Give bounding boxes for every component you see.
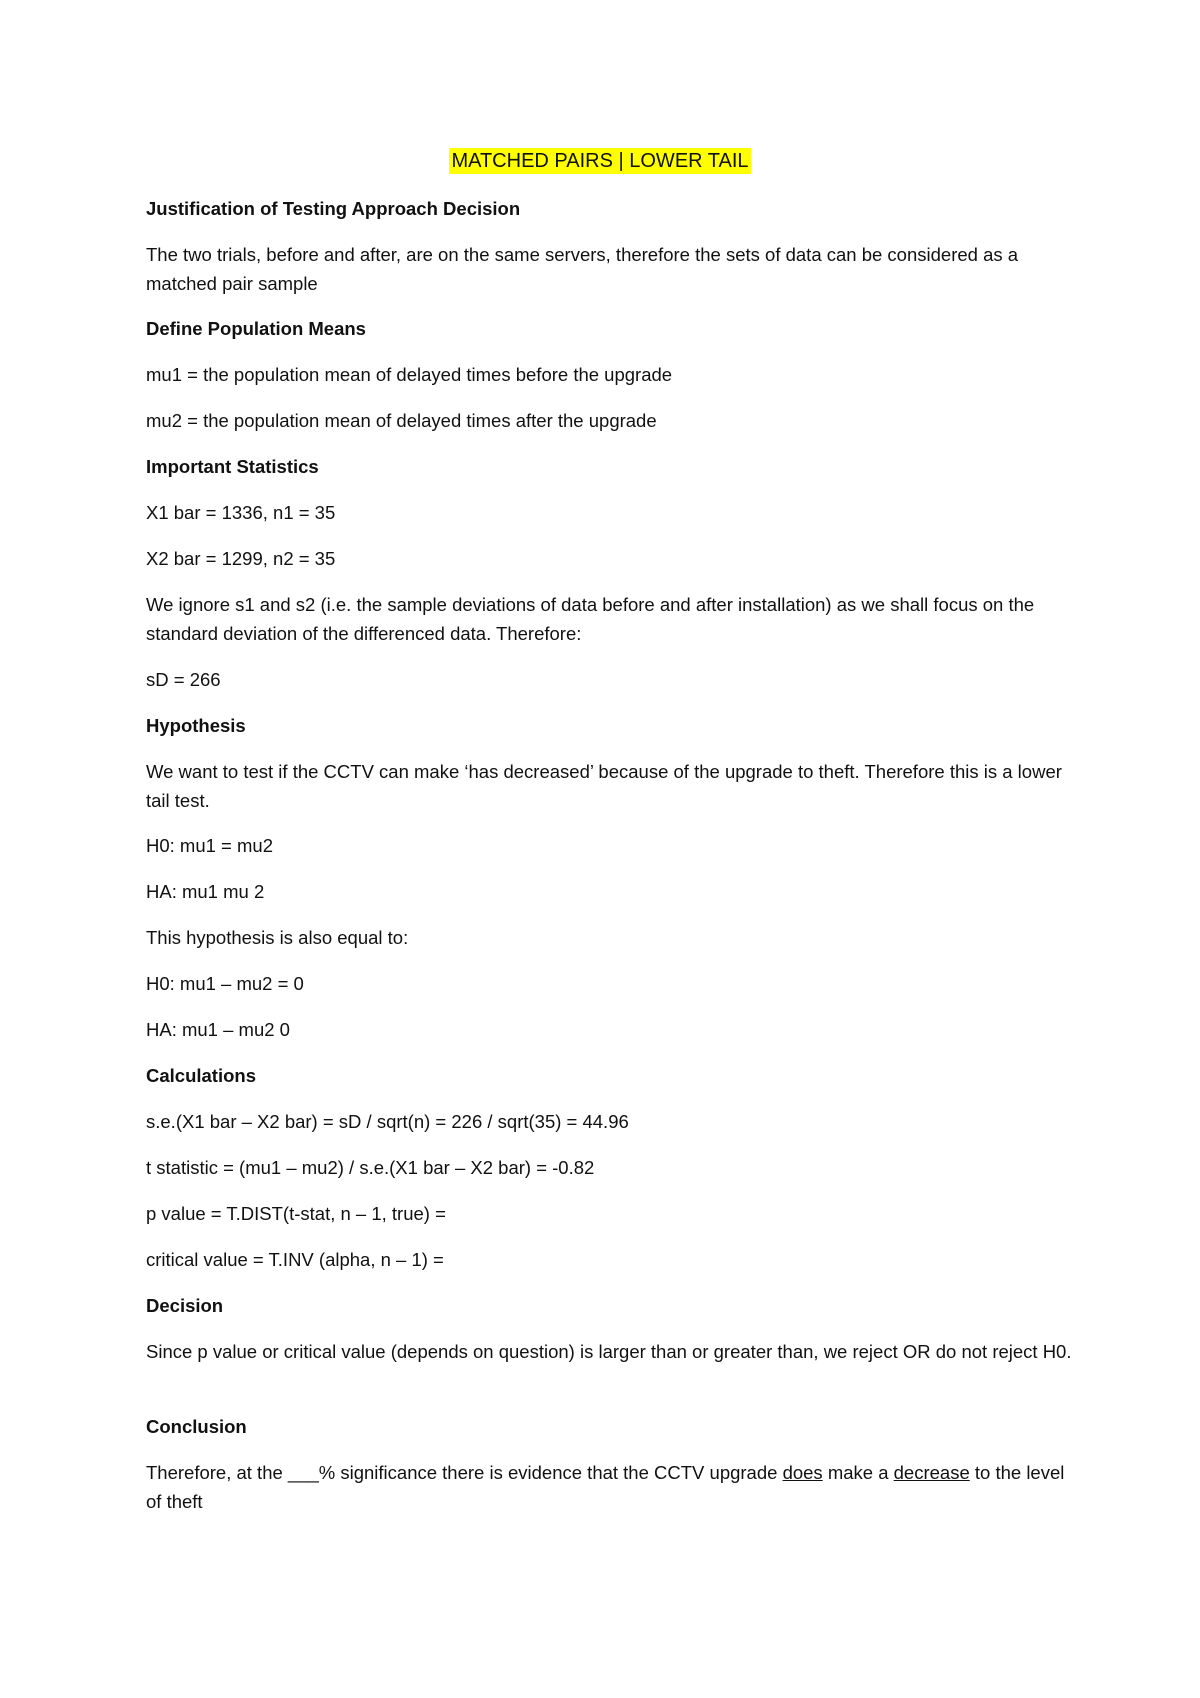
conclusion-text — [146, 1458, 1076, 1516]
statistics-note: We ignore s1 and s2 (i.e. the sample deviations of data before and after installation) as we shall focus on the standard deviation of the differenced data. Therefore: — [146, 594, 1035, 644]
x2-statistic: X2 bar = 1299, n2 = 35 — [146, 548, 336, 569]
conclusion-underlined-does: does — [782, 1462, 823, 1483]
h0-difference-statement: H0: mu1 – mu2 = 0 — [146, 973, 304, 994]
p-value-calculation: p value = T.DIST(t-stat, n – 1, true) = — [146, 1203, 446, 1224]
t-statistic-calculation: t statistic = (mu1 – mu2) / s.e.(X1 bar – X2 bar) = -0.82 — [146, 1157, 595, 1178]
mu2-definition: mu2 = the population mean of delayed times after the upgrade — [146, 410, 657, 431]
conclusion-text-part-2: make a — [822, 1462, 894, 1483]
decision-heading: Decision — [146, 1295, 224, 1316]
h0-statement: H0: mu1 = mu2 — [146, 835, 273, 856]
justification-text: The two trials, before and after, are on the same servers, therefore the sets of data can be considered as a matched pair sample — [146, 244, 1019, 294]
hypothesis-equal-text: This hypothesis is also equal to: — [146, 927, 409, 948]
ha-difference-statement: HA: mu1 – mu2 0 — [146, 1019, 290, 1040]
decision-text: Since p value or critical value (depends on question) is larger than or greater than, we reject OR do not reject H0. — [146, 1341, 1072, 1362]
hypothesis-heading: Hypothesis — [146, 715, 246, 736]
population-means-heading: Define Population Means — [146, 318, 366, 339]
hypothesis-text: We want to test if the CCTV can make ‘has decreased’ because of the upgrade to theft. Therefore this is a lower tail test. — [146, 761, 1062, 811]
statistics-heading: Important Statistics — [146, 456, 319, 477]
x1-statistic: X1 bar = 1336, n1 = 35 — [146, 502, 336, 523]
conclusion-text-part-1: Therefore, at the ___% significance there is evidence that the CCTV upgrade — [146, 1462, 783, 1483]
standard-error-calculation: s.e.(X1 bar – X2 bar) = sD / sqrt(n) = 226 / sqrt(35) = 44.96 — [146, 1111, 629, 1132]
conclusion-heading: Conclusion — [146, 1416, 247, 1437]
conclusion-text-part-3: to the level of theft — [146, 1462, 1065, 1512]
ha-statement: HA: mu1 mu 2 — [146, 881, 265, 902]
mu1-definition: mu1 = the population mean of delayed times before the upgrade — [146, 364, 673, 385]
justification-heading: Justification of Testing Approach Decision — [146, 198, 521, 219]
calculations-heading: Calculations — [146, 1065, 256, 1086]
page-title: MATCHED PAIRS | LOWER TAIL — [451, 150, 749, 172]
conclusion-underlined-decrease: decrease — [893, 1462, 970, 1483]
critical-value-calculation: critical value = T.INV (alpha, n – 1) = — [146, 1249, 444, 1270]
sd-statistic: sD = 266 — [146, 669, 221, 690]
title-container — [0, 148, 1200, 174]
